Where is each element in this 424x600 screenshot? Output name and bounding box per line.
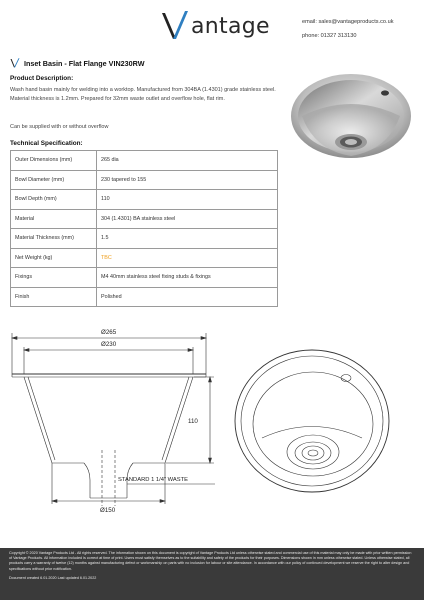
spec-label: Finish bbox=[11, 287, 97, 307]
contact-phone[interactable]: phone: 01327 313130 bbox=[302, 33, 357, 39]
footer-dates: Document created 6.01.2020 Last updated 6.01.2022 bbox=[9, 575, 97, 580]
description-heading: Product Description: bbox=[10, 75, 74, 82]
plan-waste-inner bbox=[302, 446, 324, 460]
page-header bbox=[0, 0, 424, 50]
spec-label: Fixings bbox=[11, 268, 97, 288]
outer-diameter-label: Ø265 bbox=[101, 329, 117, 336]
spec-label: Net Weight (kg) bbox=[11, 248, 97, 268]
spec-label: Material Thickness (mm) bbox=[11, 229, 97, 249]
product-title-row bbox=[10, 58, 145, 68]
table-row bbox=[11, 190, 278, 210]
basin-photo bbox=[288, 72, 414, 172]
footer bbox=[0, 548, 424, 600]
table-row bbox=[11, 209, 278, 229]
spec-label: Outer Dimensions (mm) bbox=[11, 151, 97, 171]
footer-legal: Copyright © 2020 Vantage Products Ltd - All rights reserved. The information shown on this document is copyright of Vantage Products Ltd unless otherwise stated and commercial use of this material may only be made with prior written permission of Vantage Products. All information included is correct at time of print. Users must satisfy themselves as to the suitability and safety of the products for their purposes. Dimensions shown in mm unless otherwise stated. Unless otherwise stated, all products carry a warranty of twelve (12) months against manufacturing defect or workmanship on parts with no inclusion for labour or site attendance. In accordance with our policy of continued development we reserve the right to alter design and specifications without prior notification. bbox=[9, 551, 412, 571]
contact-email[interactable]: email: sales@vantageproducts.co.uk bbox=[302, 19, 394, 25]
depth-label: 110 bbox=[188, 418, 198, 425]
table-row bbox=[11, 268, 278, 288]
spec-value-tbc: TBC bbox=[97, 248, 278, 268]
vantage-logo bbox=[160, 10, 270, 42]
table-row bbox=[11, 151, 278, 171]
table-row bbox=[11, 248, 278, 268]
bowl-side-left bbox=[24, 377, 52, 463]
dim-arrow bbox=[12, 337, 17, 340]
spec-value: M4 40mm stainless steel fixing studs & fixings bbox=[97, 268, 278, 288]
plan-inner-rim bbox=[241, 356, 383, 486]
brand-name: antage bbox=[191, 13, 270, 39]
dim-arrow bbox=[188, 349, 193, 352]
dim-arrow bbox=[209, 377, 212, 382]
dim-arrow bbox=[24, 349, 29, 352]
spec-value: 1.5 bbox=[97, 229, 278, 249]
spec-value: Polished bbox=[97, 287, 278, 307]
product-title: Inset Basin - Flat Flange VIN230RW bbox=[24, 58, 145, 68]
bowl-inner-left bbox=[28, 377, 55, 460]
technical-drawing bbox=[0, 320, 424, 545]
plan-waste-centre bbox=[308, 450, 318, 456]
spec-value: 110 bbox=[97, 190, 278, 210]
waste-outline bbox=[84, 463, 90, 498]
dim-arrow bbox=[52, 500, 57, 503]
description-note: Can be supplied with or without overflow bbox=[10, 124, 109, 130]
table-row bbox=[11, 170, 278, 190]
plan-outer-rim bbox=[235, 350, 389, 492]
table-row bbox=[11, 287, 278, 307]
bowl-inner-right bbox=[162, 377, 189, 460]
specification-table bbox=[10, 150, 278, 307]
spec-value: 230 tapered to 155 bbox=[97, 170, 278, 190]
spec-value: 304 (1.4301) BA stainless steel bbox=[97, 209, 278, 229]
spec-label: Material bbox=[11, 209, 97, 229]
contact-info bbox=[302, 15, 394, 43]
vantage-v-logo-icon bbox=[160, 10, 190, 42]
plan-bowl-edge bbox=[253, 372, 373, 476]
waste-label: STANDARD 1 1/4" WASTE bbox=[118, 477, 189, 483]
plan-shading bbox=[262, 427, 362, 439]
plan-waste-outer bbox=[295, 442, 331, 464]
description-body: Wash hand basin mainly for welding into a worktop. Manufactured from 304BA (1.4301) grade stainless steel. Material thickness is 1.2mm. Prepared for 32mm waste outlet and overflow hole, flat rim. bbox=[10, 87, 276, 102]
dim-arrow bbox=[201, 337, 206, 340]
spec-value: 265 dia bbox=[97, 151, 278, 171]
plan-view bbox=[235, 350, 389, 492]
vantage-v-small-icon bbox=[10, 58, 20, 68]
dim-arrow bbox=[160, 500, 165, 503]
spec-label: Bowl Depth (mm) bbox=[11, 190, 97, 210]
bowl-diameter-label: Ø230 bbox=[101, 341, 117, 348]
base-diameter-label: Ø150 bbox=[100, 507, 116, 514]
dim-arrow bbox=[209, 458, 212, 463]
table-row bbox=[11, 229, 278, 249]
specification-heading: Technical Specification: bbox=[10, 140, 83, 147]
spec-label: Bowl Diameter (mm) bbox=[11, 170, 97, 190]
